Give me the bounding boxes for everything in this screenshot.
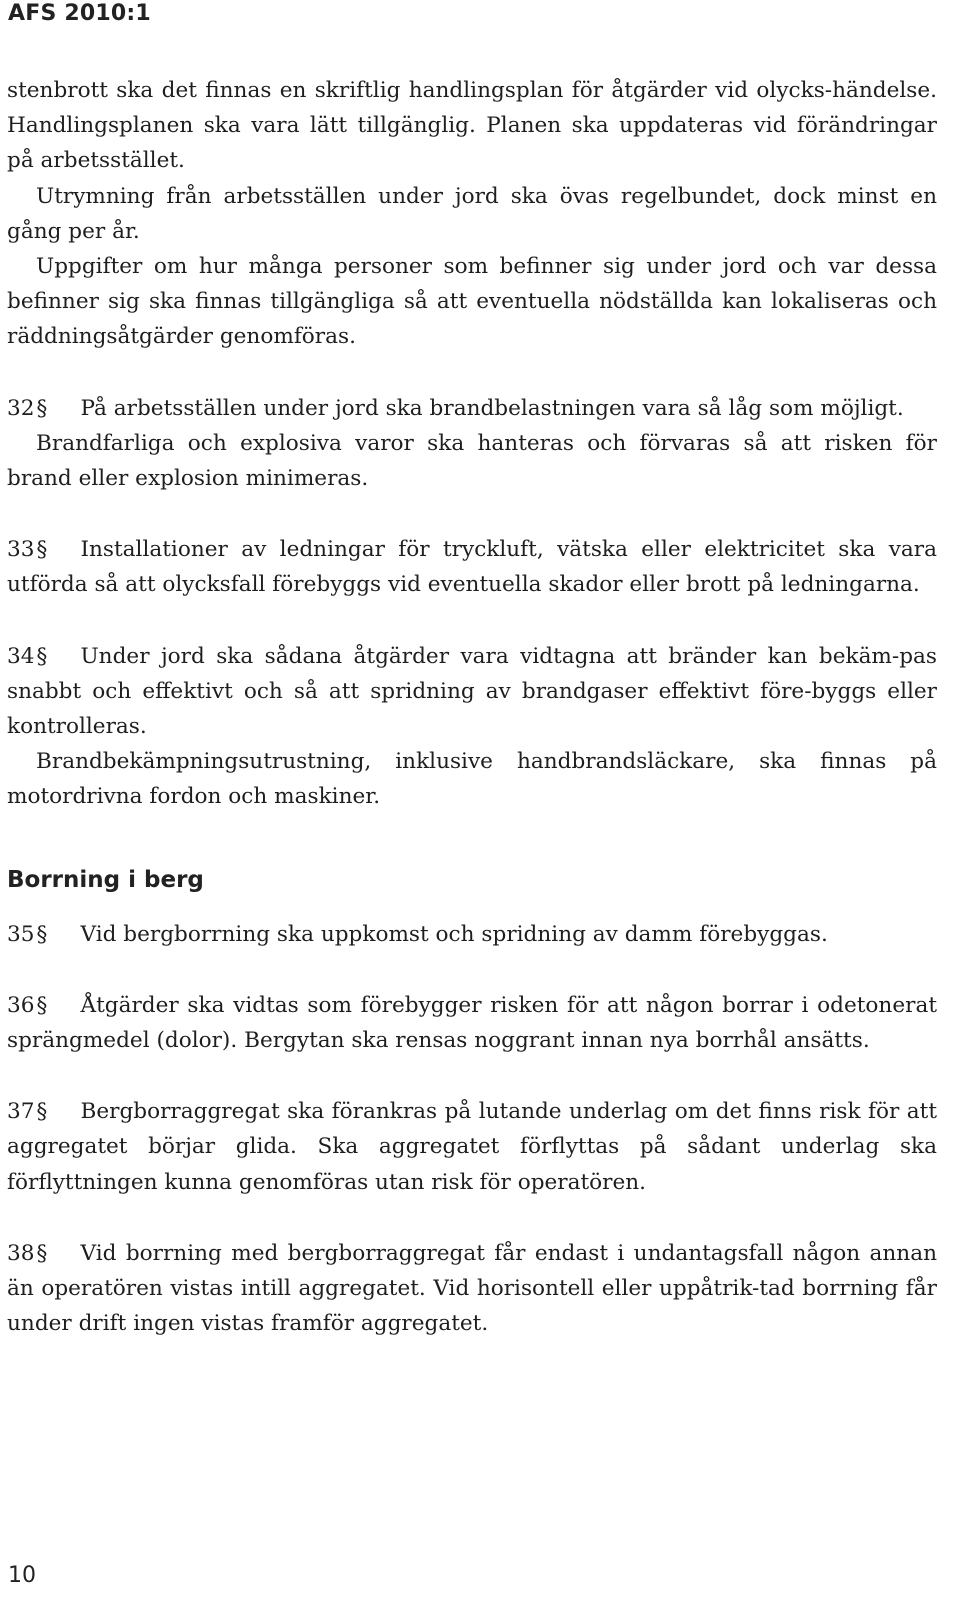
section-heading: Borrning i berg — [7, 866, 204, 893]
section-sign: § — [36, 395, 48, 421]
section-34-paragraph-2: Brandbekämpningsutrustning, inklusive handbrandsläckare, ska finnas på motordrivna fordon och maskiner. — [7, 749, 937, 810]
section-text: Installationer av ledningar för tryckluft, vätska eller elektricitet ska vara utförda så att olycksfall förebyggs vid eventuella skador eller brott på ledningarna. — [7, 537, 937, 598]
section-sign: § — [36, 537, 48, 563]
section-text: Vid borrning med bergborraggregat får endast i undantagsfall någon annan än operatören vistas intill aggregatet. Vid horisontell eller uppåtrik-tad borrning får under drift ingen vistas framför aggregatet. — [7, 1240, 937, 1337]
section-sign: § — [36, 643, 48, 669]
section-37 — [7, 1094, 937, 1200]
document-header: AFS 2010:1 — [8, 1, 151, 26]
section-number: 32 — [7, 395, 35, 421]
section-36 — [7, 988, 937, 1058]
section-35 — [7, 917, 937, 952]
section-33 — [7, 532, 937, 602]
section-text: Vid bergborrning ska uppkomst och spridning av damm förebyggas. — [80, 921, 828, 947]
section-text: På arbetsställen under jord ska brandbelastningen vara så låg som möjligt. — [80, 395, 904, 421]
section-number: 34 — [7, 643, 35, 669]
paragraph-intro: stenbrott ska det finnas en skriftlig handlingsplan för åtgärder vid olycks-händelse. Handlingsplanen ska vara lätt tillgänglig. Planen ska uppdateras vid förändringar på arbetsstället. — [7, 78, 937, 174]
section-number: 35 — [7, 921, 35, 947]
paragraph-personnel-info: Uppgifter om hur många personer som befinner sig under jord och var dessa befinner sig ska finnas tillgängliga så att eventuella nödställda kan lokaliseras och räddningsåtgärder genomföras. — [7, 254, 937, 350]
section-sign: § — [36, 1099, 48, 1125]
section-number: 38 — [7, 1240, 35, 1266]
section-32 — [7, 391, 937, 426]
page-number: 10 — [8, 1563, 36, 1588]
section-text: Under jord ska sådana åtgärder vara vidtagna att bränder kan bekäm-pas snabbt och effektivt och så att spridning av brandgaser effektivt före-byggs eller kontrolleras. — [7, 643, 937, 740]
section-32-paragraph-2: Brandfarliga och explosiva varor ska hanteras och förvaras så att risken för brand eller explosion minimeras. — [7, 430, 937, 492]
section-34 — [7, 639, 937, 745]
section-number: 37 — [7, 1099, 35, 1125]
section-text: Åtgärder ska vidtas som förebygger risken för att någon borrar i odetonerat sprängmedel (dolor). Bergytan ska rensas noggrant innan nya borrhål ansätts. — [7, 992, 937, 1054]
paragraph-evacuation: Utrymning från arbetsställen under jord ska övas regelbundet, dock minst en gång per år. — [7, 183, 937, 244]
section-number: 33 — [7, 537, 35, 563]
section-sign: § — [36, 921, 48, 947]
section-sign: § — [36, 1240, 48, 1266]
section-text: Bergborraggregat ska förankras på lutande underlag om det finns risk för att aggregatet börjar glida. Ska aggregatet förflyttas på sådant underlag ska förflyttningen kunna genomföras utan risk för operatören. — [7, 1099, 937, 1195]
section-sign: § — [36, 992, 48, 1018]
section-number: 36 — [7, 992, 35, 1018]
document-body — [7, 73, 937, 1341]
section-38 — [7, 1236, 937, 1342]
